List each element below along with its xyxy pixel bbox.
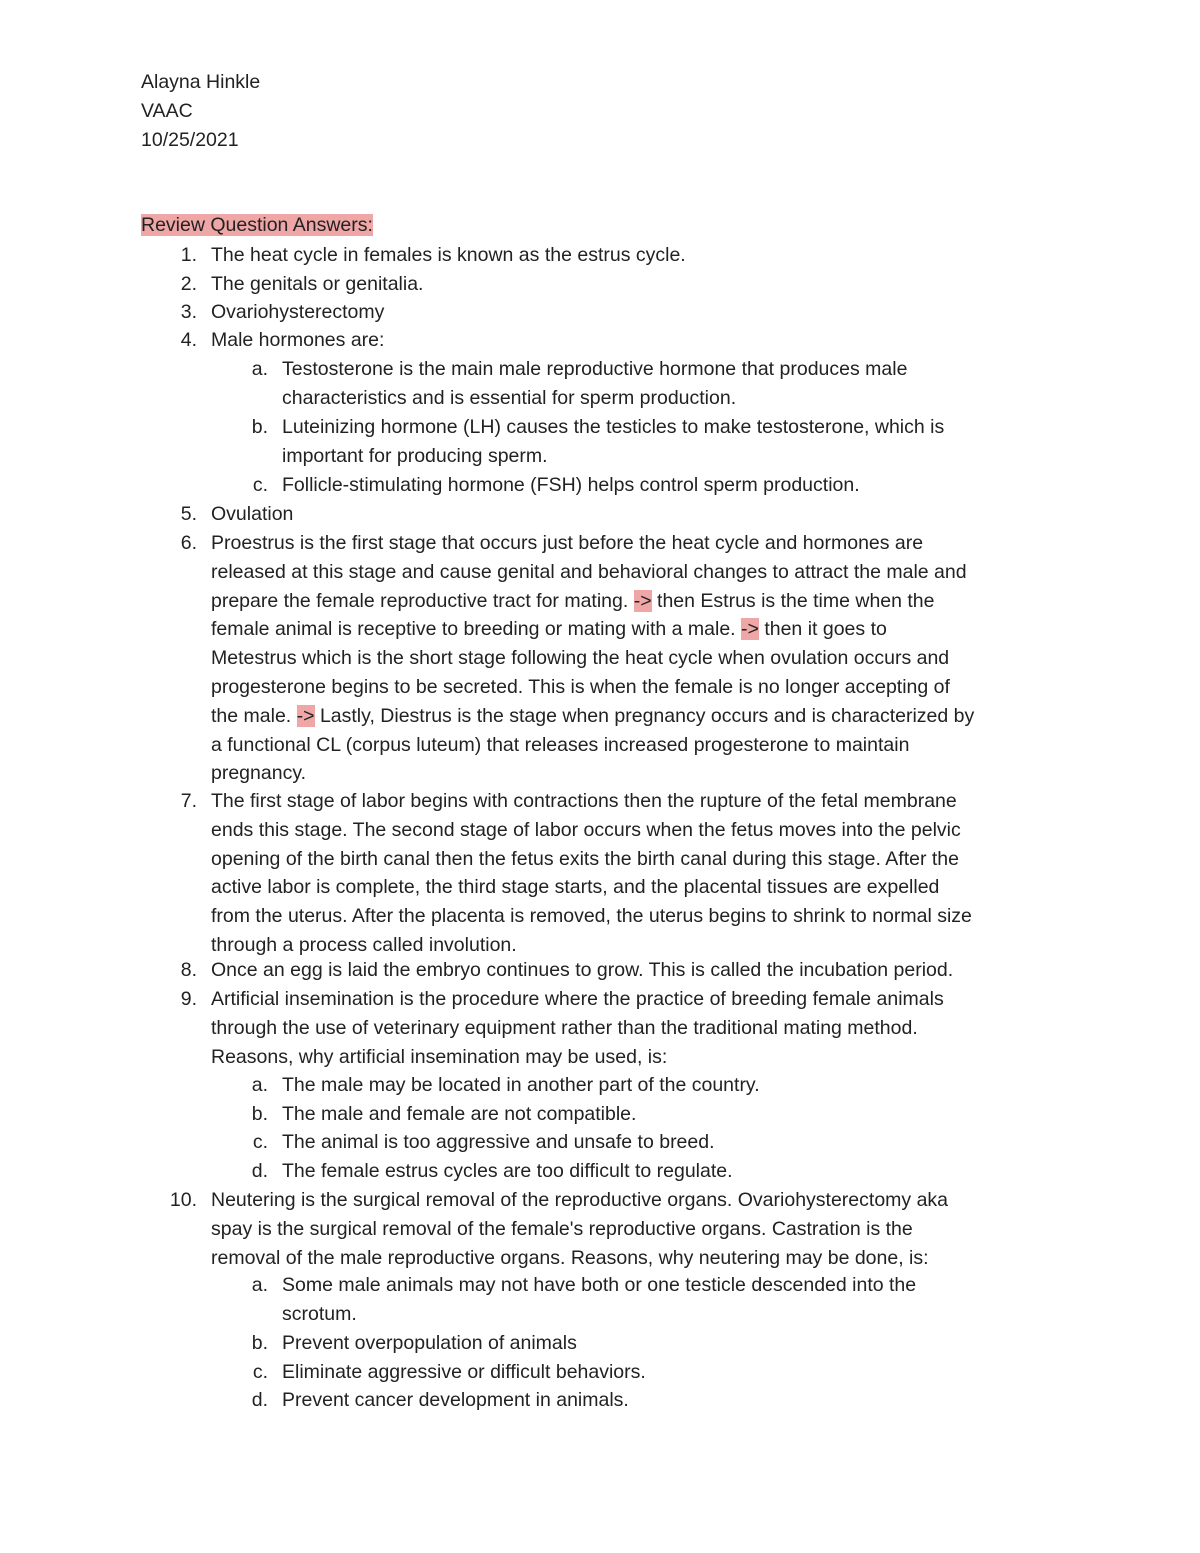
text-line: spay is the surgical removal of the female's reproductive organs. Castration is the bbox=[211, 1217, 913, 1240]
list-item-text bbox=[282, 413, 1072, 471]
text-line: Metestrus which is the short stage following the heat cycle when ovulation occurs and bbox=[211, 647, 950, 670]
list-marker: 10. bbox=[169, 1189, 197, 1211]
course-name: VAAC bbox=[141, 100, 193, 122]
text-line: Male hormones are: bbox=[211, 329, 385, 351]
text-line: Luteinizing hormone (LH) causes the testicles to make testosterone, which is bbox=[282, 416, 945, 438]
text-line: The genitals or genitalia. bbox=[211, 273, 424, 295]
text-segment: the male. bbox=[211, 704, 297, 727]
list-item-text bbox=[282, 355, 1072, 413]
text-line: released at this stage and cause genital and behavioral changes to attract the male and bbox=[211, 560, 967, 583]
text-line: Prevent overpopulation of animals bbox=[282, 1332, 577, 1354]
text-line: pregnancy. bbox=[211, 762, 307, 785]
text-line: through a process called involution. bbox=[211, 933, 517, 956]
list-item-text bbox=[211, 956, 1071, 985]
list-item-text bbox=[282, 1128, 1072, 1157]
list-marker: 6. bbox=[180, 532, 197, 554]
list-item-text bbox=[282, 1100, 1072, 1129]
text-line: opening of the birth canal then the fetus exits the birth canal during this stage. After the bbox=[211, 847, 959, 870]
text-line: The animal is too aggressive and unsafe to breed. bbox=[282, 1131, 715, 1153]
list-marker: b. bbox=[251, 1103, 268, 1125]
list-marker: b. bbox=[251, 1332, 268, 1354]
section-title bbox=[141, 211, 373, 240]
list-marker: c. bbox=[252, 1131, 268, 1153]
list-item-text bbox=[211, 326, 1071, 355]
list-marker: 1. bbox=[180, 244, 197, 266]
list-marker: 7. bbox=[180, 790, 197, 812]
text-line: active labor is complete, the third stage starts, and the placental tissues are expelled bbox=[211, 876, 940, 899]
text-line: Testosterone is the main male reproductive hormone that produces male bbox=[282, 358, 908, 380]
list-marker: b. bbox=[251, 416, 268, 438]
list-item-text bbox=[282, 1386, 1072, 1415]
text-line: progesterone begins to be secreted. This is when the female is no longer accepting of bbox=[211, 675, 950, 698]
text-line: The male and female are not compatible. bbox=[282, 1103, 637, 1125]
arrow-highlight: -> bbox=[633, 589, 652, 612]
text-segment: Lastly, Diestrus is the stage when pregnancy occurs and is characterized by bbox=[314, 704, 975, 727]
list-marker: 5. bbox=[180, 503, 197, 525]
list-marker: c. bbox=[252, 1361, 268, 1383]
list-item-text bbox=[211, 1186, 1071, 1272]
list-item-text bbox=[211, 241, 1071, 270]
text-line: Some male animals may not have both or one testicle descended into the bbox=[282, 1274, 917, 1296]
text-segment: prepare the female reproductive tract for mating. bbox=[211, 589, 634, 612]
list-item-text bbox=[282, 1358, 1072, 1387]
list-item-text bbox=[282, 471, 1072, 500]
list-item-text bbox=[211, 270, 1071, 299]
list-item-text bbox=[282, 1329, 1072, 1358]
text-line: important for producing sperm. bbox=[282, 444, 548, 467]
arrow-highlight: -> bbox=[296, 704, 315, 727]
text-line: removal of the male reproductive organs. Reasons, why neutering may be done, is: bbox=[211, 1246, 929, 1269]
text-line: Artificial insemination is the procedure where the practice of breeding female animals bbox=[211, 988, 944, 1010]
list-marker: 4. bbox=[180, 329, 197, 351]
text-line: Prevent cancer development in animals. bbox=[282, 1389, 629, 1411]
list-item-text bbox=[211, 529, 1071, 788]
list-item-text bbox=[282, 1071, 1072, 1100]
list-marker: a. bbox=[251, 1074, 268, 1096]
list-marker: 2. bbox=[180, 273, 197, 295]
list-item-text bbox=[211, 787, 1071, 960]
text-line: from the uterus. After the placenta is removed, the uterus begins to shrink to normal size bbox=[211, 905, 972, 928]
text-line bbox=[211, 702, 1071, 731]
document-date: 10/25/2021 bbox=[141, 129, 239, 151]
list-marker: a. bbox=[251, 1274, 268, 1296]
list-item-text bbox=[282, 1157, 1072, 1186]
text-line: Reasons, why artificial insemination may be used, is: bbox=[211, 1045, 668, 1068]
arrow-highlight: -> bbox=[741, 618, 759, 641]
text-line: The heat cycle in females is known as the estrus cycle. bbox=[211, 244, 686, 266]
text-line: The first stage of labor begins with contractions then the rupture of the fetal membrane bbox=[211, 790, 957, 812]
list-item-text bbox=[211, 985, 1071, 1071]
text-line: scrotum. bbox=[282, 1302, 357, 1325]
text-line: through the use of veterinary equipment rather than the traditional mating method. bbox=[211, 1016, 918, 1039]
text-line: Follicle-stimulating hormone (FSH) helps control sperm production. bbox=[282, 474, 860, 496]
text-segment: then Estrus is the time when the bbox=[651, 589, 935, 612]
list-marker: 3. bbox=[180, 301, 197, 323]
text-line: Eliminate aggressive or difficult behaviors. bbox=[282, 1361, 646, 1383]
list-marker: c. bbox=[252, 474, 268, 496]
author-name: Alayna Hinkle bbox=[141, 71, 261, 93]
text-line: Ovulation bbox=[211, 503, 294, 525]
text-line: ends this stage. The second stage of labor occurs when the fetus moves into the pelvic bbox=[211, 818, 961, 841]
list-marker: a. bbox=[251, 358, 268, 380]
text-line: The female estrus cycles are too difficult to regulate. bbox=[282, 1160, 733, 1182]
text-segment: female animal is receptive to breeding or mating with a male. bbox=[211, 618, 742, 641]
text-line: The male may be located in another part of the country. bbox=[282, 1074, 760, 1096]
text-line bbox=[211, 615, 1071, 644]
list-item-text bbox=[211, 298, 1071, 327]
text-line: Proestrus is the first stage that occurs just before the heat cycle and hormones are bbox=[211, 532, 924, 554]
list-marker: d. bbox=[251, 1160, 268, 1182]
text-segment: then it goes to bbox=[758, 618, 887, 641]
list-marker: d. bbox=[251, 1389, 268, 1411]
text-line: a functional CL (corpus luteum) that releases increased progesterone to maintain bbox=[211, 733, 910, 756]
text-line: Once an egg is laid the embryo continues to grow. This is called the incubation period. bbox=[211, 959, 954, 981]
list-item-text bbox=[211, 500, 1071, 529]
list-marker: 9. bbox=[180, 988, 197, 1010]
list-item-text bbox=[282, 1271, 1072, 1329]
text-line bbox=[211, 587, 1071, 616]
text-line: Neutering is the surgical removal of the reproductive organs. Ovariohysterectomy aka bbox=[211, 1189, 949, 1211]
text-line: characteristics and is essential for sperm production. bbox=[282, 386, 737, 409]
list-marker: 8. bbox=[180, 959, 197, 981]
section-title-highlight: Review Question Answers: bbox=[141, 214, 373, 236]
text-line: Ovariohysterectomy bbox=[211, 301, 385, 323]
